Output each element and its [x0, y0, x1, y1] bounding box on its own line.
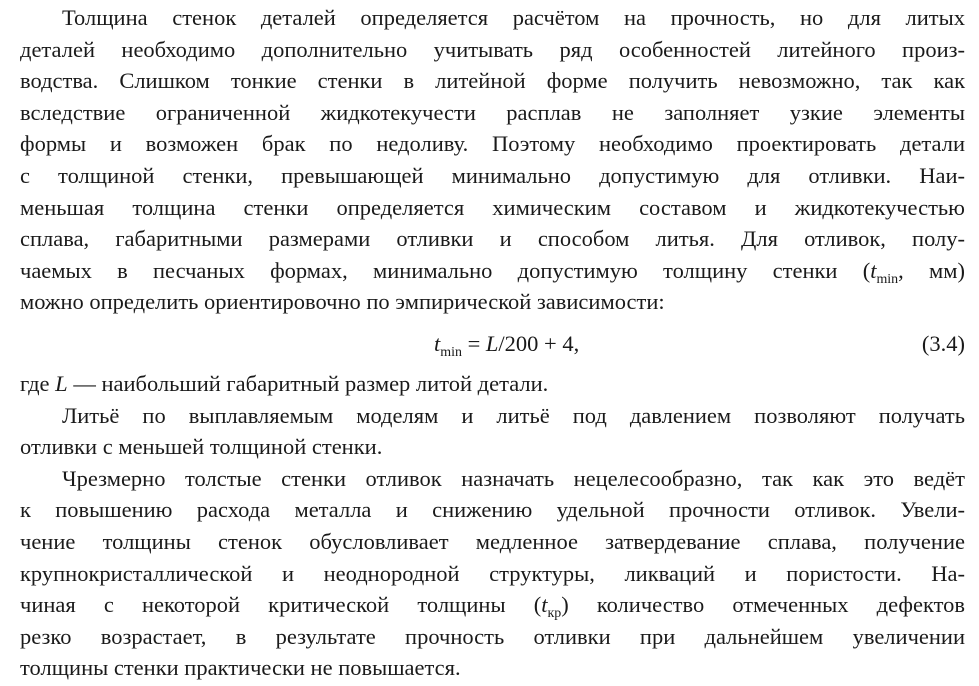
formula-variable-t: t — [434, 330, 441, 356]
text-line: отливки с меньшей толщиной стенки. — [20, 434, 383, 460]
text-segment: , мм) — [898, 257, 965, 283]
formula-rest: /200 + 4, — [498, 330, 580, 356]
variable-t: t — [870, 257, 877, 283]
subscript-kr: кр — [547, 605, 562, 621]
paragraph-wall-thickness — [20, 2, 965, 318]
text-line: формы и возможен брак по недоливу. Поэтому необходимо проектировать детали — [20, 131, 965, 157]
formula-3-4 — [20, 320, 965, 368]
text-line — [20, 589, 965, 621]
formula-subscript: min — [440, 344, 462, 360]
text-line: к повышению расхода металла и снижению удельной прочности отливок. Увели- — [20, 497, 965, 523]
text-line: чение толщины стенок обусловливает медленное затвердевание сплава, получение — [20, 528, 965, 554]
formula-expression — [434, 320, 579, 368]
text-line: водства. Слишком тонкие стенки в литейной форме получить невозможно, так как — [20, 68, 965, 94]
where-line — [20, 368, 965, 400]
text-line: деталей необходимо дополнительно учитывать ряд особенностей литейного произ- — [20, 36, 965, 62]
text-segment: чаемых в песчаных формах, минимально допустимую толщину стенки ( — [20, 257, 871, 283]
text-line: толщины стенки практически не повышается. — [20, 655, 461, 681]
text-line: меньшая толщина стенки определяется химическим составом и жидкотекучестью — [20, 194, 965, 220]
text-line — [20, 255, 965, 287]
text-line: Чрезмерно толстые стенки отливок назначать нецелесообразно, так как это ведёт — [62, 465, 965, 491]
subscript-min: min — [876, 271, 899, 287]
paragraph-thick-walls — [20, 463, 965, 684]
text-segment: — наибольший габаритный размер литой детали. — [67, 370, 549, 396]
text-line: крупнокристаллической и неоднородной структуры, ликваций и пористости. На- — [20, 560, 965, 586]
variable-l: L — [55, 370, 68, 396]
formula-number: (3.4) — [921, 330, 965, 356]
formula-variable-l: L — [485, 330, 499, 356]
paragraph-casting-methods — [20, 400, 965, 463]
text-line: сплава, габаритными размерами отливки и способом литья. Для отливок, полу- — [20, 226, 965, 252]
text-line: с толщиной стенки, превышающей минимально допустимую для отливки. Наи- — [20, 162, 965, 188]
text-segment: где — [20, 370, 56, 396]
formula-equals: = — [461, 330, 486, 356]
text-line: Толщина стенок деталей определяется расчётом на прочность, но для литых — [62, 5, 965, 30]
text-line: резко возрастает, в результате прочность отливки при дальнейшем увеличении — [20, 623, 965, 649]
text-line: вследствие ограниченной жидкотекучести расплав не заполняет узкие элементы — [20, 99, 965, 125]
variable-t: t — [541, 592, 548, 618]
text-segment: ) количество отмеченных дефектов — [561, 592, 965, 618]
text-line: Литьё по выплавляемым моделям и литьё под давлением позволяют получать — [62, 402, 965, 428]
text-segment: чиная с некоторой критической толщины ( — [20, 592, 542, 618]
text-line: можно определить ориентировочно по эмпирической зависимости: — [20, 289, 665, 315]
